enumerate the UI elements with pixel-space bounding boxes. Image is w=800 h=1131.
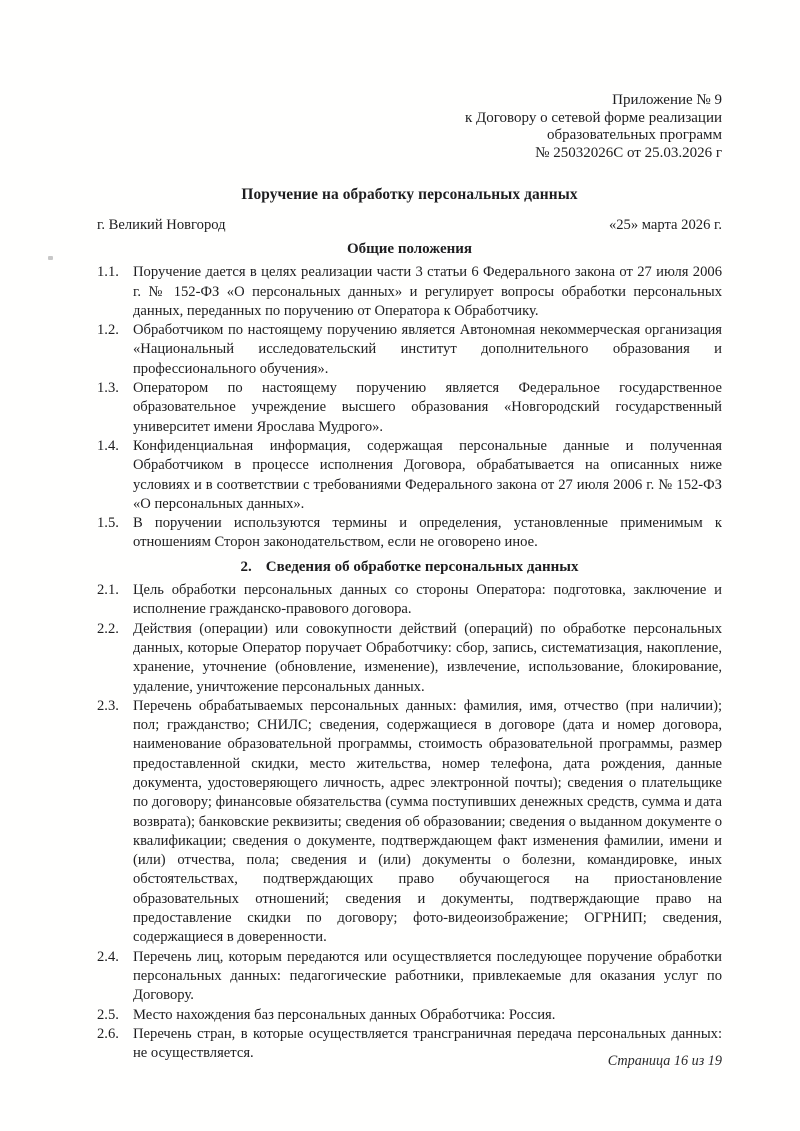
header-line: к Договору о сетевой форме реализации [465,109,722,126]
item-number: 2.3. [97,697,119,714]
page-number: Страница 16 из 19 [607,1053,722,1069]
item-text: Оператором по настоящему поручению является Федеральное государственное образовательное учреждение высшего образования «Новгородский государственный университет имени Ярослава Мудрого». [133,380,722,435]
item-number: 1.1. [97,264,119,281]
item-number: 1.3. [97,380,119,397]
section-heading-general [97,240,722,259]
document-header [97,92,722,162]
item-text: В поручении используются термины и определения, установленные применимым к отношениям Сторон законодательством, если не оговорено иное. [133,515,722,551]
list-item [97,263,722,321]
document-date: «25» марта 2026 г. [608,216,722,233]
item-text: Место нахождения баз персональных данных Обработчика: Россия. [133,1006,556,1023]
list-item [97,697,722,948]
place-date-row [97,216,722,235]
header-line: образовательных программ [547,127,722,144]
item-number: 1.5. [97,515,119,532]
header-line: № 25032026С от 25.03.2026 г [535,144,722,161]
section-general-items [97,263,722,552]
item-number: 2.4. [97,948,119,965]
item-text: Цель обработки персональных данных со стороны Оператора: подготовка, заключение и исполнение гражданско-правового договора. [133,582,722,618]
item-number: 1.4. [97,437,119,454]
list-item [97,437,722,514]
item-text: Поручение дается в целях реализации части 3 статьи 6 Федерального закона от 27 июля 2006 г. № 152-ФЗ «О персональных данных» и регулирует вопросы обработки персональных данных, переданных по поручению от Оператора к Обработчику. [133,264,722,319]
section-heading-processing [97,558,722,577]
header-line: Приложение № 9 [612,92,722,108]
list-item [97,514,722,553]
list-item [97,379,722,437]
scan-artifact-speck [48,256,53,260]
list-item [97,948,722,1006]
list-item [97,1006,722,1025]
item-number: 2.1. [97,582,119,599]
list-item [97,321,722,379]
document-place: г. Великий Новгород [97,216,226,233]
item-text: Конфиденциальная информация, содержащая персональные данные и полученная Обработчиком в процессе исполнения Договора, обрабатывается на описанных ниже условиях и в соответствии с требованиями Федерального закона от 27 июля 2006 г. № 152-ФЗ «О персональных данных». [133,437,722,512]
item-text: Обработчиком по настоящему поручению является Автономная некоммерческая организация «Национальный исследовательский институт дополнительного образования и профессионального обучения». [133,322,722,377]
item-number: 2.6. [97,1025,119,1042]
page-title: Поручение на обработку персональных данных [241,186,578,204]
list-item [97,620,722,697]
item-number: 2.2. [97,620,119,637]
section-processing-items [97,581,722,1063]
item-text: Перечень стран, в которые осуществляется трансграничная передача персональных данных: не осуществляется. [133,1025,722,1062]
item-text: Действия (операции) или совокупности действий (операций) по обработке персональных данных, которые Оператор поручает Обработчику: сбор, запись, систематизация, накопление, хранение, уточнение (обновление, изменение), извлечение, использование, блокирование, удаление, уничтожение персональных данных. [133,620,722,695]
item-number: 2.5. [97,1006,119,1023]
item-number: 1.2. [97,322,119,339]
section-title: Общие положения [346,240,473,257]
section-title: Сведения об обработке персональных данных [265,558,579,575]
section-number: 2. [240,558,252,575]
item-text: Перечень лиц, которым передаются или осуществляется последующее поручение обработки персональных данных: педагогические работники, привлекаемые для оказания услуг по Договору. [133,948,722,1004]
list-item [97,581,722,620]
item-text: Перечень обрабатываемых персональных данных: фамилия, имя, отчество (при наличии); пол; гражданство; СНИЛС; сведения, содержащиеся в договоре (дата и номер договора, наименование образовательной программы, стоимость образовательной программы, размер предоставленной скидки, место жительства, номер телефона, дата рождения, данные документа, удостоверяющего личность, адрес электронной почты); сведения о плательщике по договору; финансовые обязательства (сумма поступивших денежных средств, сумма и дата возврата); банковские реквизиты; сведения об образовании; сведения о выданном документе о квалификации; сведения о документе, подтверждающем факт изменения фамилии, имени и (или) отчества, пола; сведения и (или) документы о болезни, командировке, иных обстоятельствах, подтверждающих право обучающегося на приостановление образовательных отношений; сведения и документы, подтверждающие право на предоставление скидки по договору; фото-видеоизображение; ОГРНИП; сведения, содержащиеся в доверенности. [133,697,722,946]
